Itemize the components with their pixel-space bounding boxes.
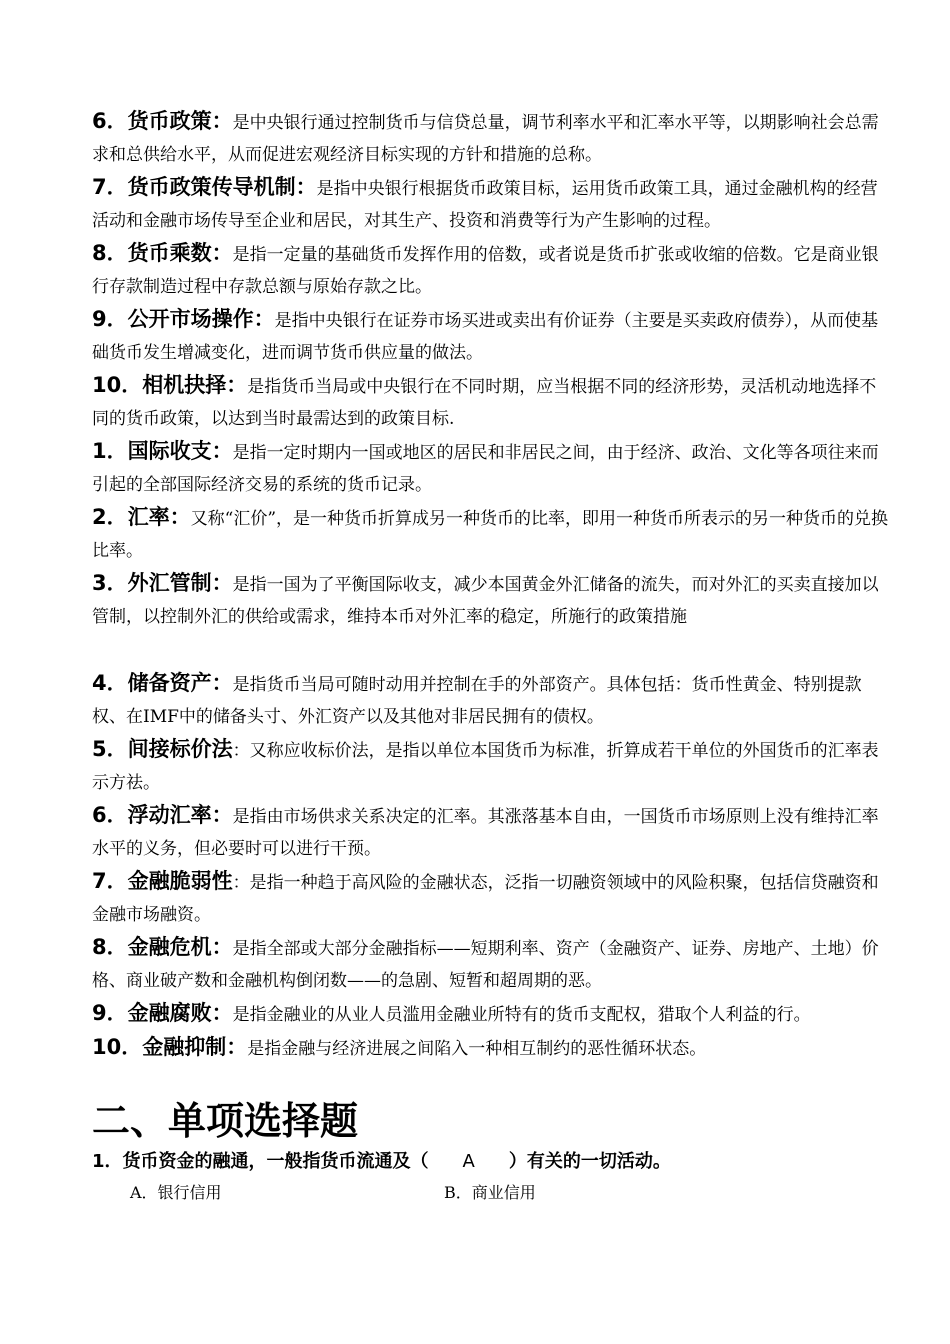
definition-entry [92,931,892,997]
definition-entry [92,733,892,799]
definition-text: 是指中央银行根据货币政策目标，运用货币政策工具，通过金融机构的经营活动和金融市场传导至企业和居民，对其生产、投资和消费等行为产生影响的过程。 [92,179,878,231]
definition-entry [92,667,892,733]
definition-text: ：又称应收标价法，是指以单位本国货币为标准，折算成若干单位的外国货币的汇率表示方祛。 [92,741,879,793]
definition-text: 是指金融与经济进展之间陷入一种相互制约的恶性循环状态。 [247,1039,707,1059]
definition-term: 8．金融危机： [92,935,233,959]
definition-text: 是指一国为了平衡国际收支，减少本国黄金外汇储备的流失，而对外汇的买卖直接加以管制，以控制外汇的供给或需求，维持本币对外汇率的稳定，所施行的政策措施 [92,575,879,627]
definition-entry [92,303,892,369]
definition-term: 8．货币乘数： [92,241,233,265]
definition-entry [92,435,892,501]
definition-entry [92,865,892,931]
option-b: B．商业信用 [444,1183,536,1202]
definition-term: 4．储备资产： [92,671,233,695]
definition-text: 是指全部或大部分金融指标——短期利率、资产（金融资产、证券、房地产、土地）价格、商业破产数和金融机构倒闭数——的急剧、短暂和超周期的恶。 [92,939,879,991]
definition-text: 是指一定量的基础货币发挥作用的倍数，或者说是货币扩张或收缩的倍数。它是商业银行存款制造过程中存款总额与原始存款之比。 [92,245,879,297]
option-a: A．银行信用 [130,1183,222,1202]
definition-text: 是中央银行通过控制货币与信贷总量，调节利率水平和汇率水平等，以期影响社会总需求和总供给水平，从而促进宏观经济目标实现的方针和措施的总称。 [92,113,879,165]
definition-term: 10．金融抑制： [92,1035,248,1059]
definition-entry [92,567,892,633]
question-prefix: 1．货币资金的融通，一般指货币流通及（ [92,1151,429,1172]
document-page [92,105,892,1209]
definition-term: 9．金融腐败： [92,1001,233,1025]
definition-entry [92,1031,892,1065]
definition-term: 6．浮动汇率： [92,803,233,827]
question-stem [92,1145,892,1179]
question-suffix: ）有关的一切活动。 [508,1151,671,1172]
definition-term: 9．公开市场操作： [92,307,275,331]
definition-term: 6．货币政策： [92,109,233,133]
paragraph-gap [92,633,892,667]
definition-entry [92,997,892,1031]
definition-term: 10．相机抉择： [92,373,248,397]
definition-entry [92,237,892,303]
definition-term: 1．国际收支： [92,439,233,463]
definition-term: 5．间接标价法 [92,737,233,761]
section-title: 二、单项选择题 [92,1099,359,1143]
definition-term: 3．外汇管制： [92,571,233,595]
definition-text: 是指货币当局可随时动用并控制在手的外部资产。具体包括：货币性黄金、特别提款权、在IMF中的储备头寸、外汇资产以及其他对非居民拥有的债权。 [92,675,862,727]
definition-entry [92,369,892,435]
definition-text: 是指由市场供求关系决定的汇率。其涨落基本自由，一国货币市场原则上没有维持汇率水平的义务，但必要时可以进行干预。 [92,807,879,859]
definition-text: 又称“汇价”，是一种货币折算成另一种货币的比率，即用一种货币所表示的另一种货币的兑换比率。 [92,509,889,561]
definition-text: 是指金融业的从业人员滥用金融业所特有的货币支配权，猎取个人利益的行。 [232,1005,811,1025]
definition-text: 是指货币当局或中央银行在不同时期，应当根据不同的经济形势，灵活机动地选择不同的货币政策，以达到当时最需达到的政策目标. [92,377,877,429]
definition-text: 是指中央银行在证券市场买进或卖出有价证券（主要是买卖政府债券），从而使基础货币发生增减变化，进而调节货币供应量的做法。 [92,311,879,363]
question-options [92,1179,892,1209]
definition-entry [92,799,892,865]
definition-entry [92,171,892,237]
definition-text: 是指一定时期内一国或地区的居民和非居民之间，由于经济、政治、文化等各项往来而引起的全部国际经济交易的系统的货币记录。 [92,443,879,495]
definition-term: 7．货币政策传导机制： [92,175,317,199]
question-answer: A [462,1151,475,1172]
definition-term: 2．汇率： [92,505,191,529]
definition-text: ：是指一种趋于高风险的金融状态，泛指一切融资领域中的风险积聚，包括信贷融资和金融市场融资。 [92,873,879,925]
definition-entry [92,105,892,171]
definition-term: 7．金融脆弱性 [92,869,233,893]
definition-entry [92,501,892,567]
